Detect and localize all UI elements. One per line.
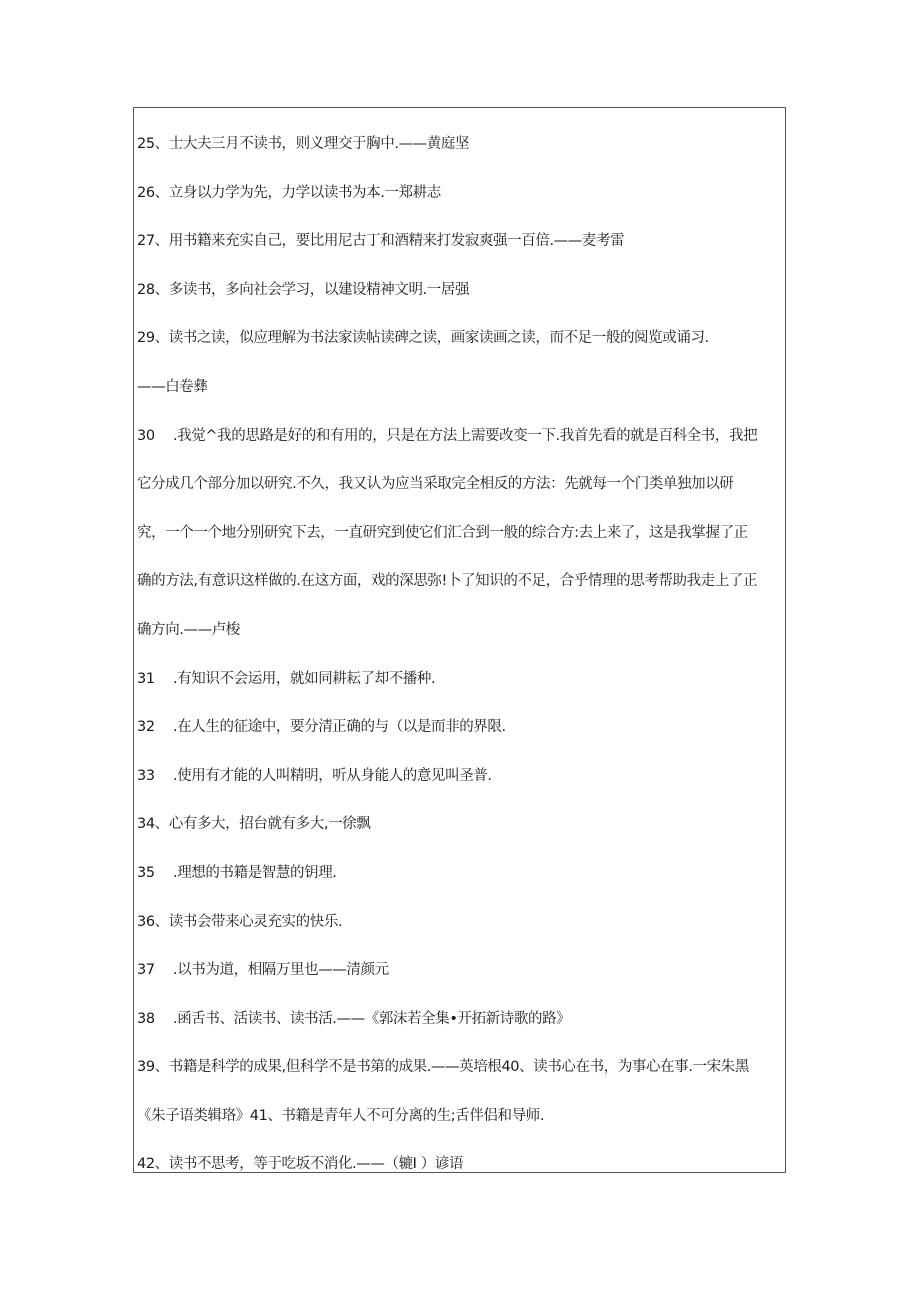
quote-line	[137, 898, 782, 947]
quote-text: 、立身以力学为先，力学以读书为本.一郑耕志	[154, 184, 441, 201]
quote-list	[137, 120, 782, 1189]
quote-text: 、书籍是科学的成果,但科学不是书第的成果.——英培根40、读书心在书，为事心在事.一宋朱黑	[154, 1059, 749, 1076]
quote-line	[137, 946, 782, 995]
quote-line	[137, 1043, 782, 1092]
quote-line	[137, 217, 782, 266]
quote-line	[137, 1140, 782, 1189]
quote-text: 确方向.——卢梭	[137, 621, 240, 638]
quote-text: 、心有多大，招台就有多大,一徐飘	[154, 816, 371, 833]
quote-number: 25	[137, 136, 155, 152]
quote-line	[137, 752, 782, 801]
quote-line	[137, 703, 782, 752]
quote-line	[137, 120, 782, 169]
quote-text: 确的方法,有意识这样做的.在这方面，戏的深思弥!卜了知识的不足，合乎情理的思考帮助我走上了正	[137, 573, 758, 590]
quote-number: 30	[137, 427, 155, 444]
quote-line	[137, 412, 782, 461]
quote-text: .以书为道，相隔万里也——清颜元	[173, 962, 389, 979]
quote-text: 、读书会带来心灵充实的快乐.	[154, 913, 343, 930]
quote-text: 、读书之读，似应理解为书法家读帖读碑之读，画家读画之读，而不足一般的阅览或诵习.	[154, 330, 709, 347]
quote-number: 26	[137, 184, 155, 201]
quote-text: 《朱子语类辑珞》41、书籍是青年人不可分离的生;舌伴侣和导师.	[137, 1107, 545, 1124]
quote-text: 、读书不思考，等于吃坂不消化.——（辘I ）谚语	[154, 1156, 464, 1173]
quote-number: 32	[137, 719, 155, 736]
quote-text: .有知识不会运用，就如同耕耘了却不播种.	[173, 670, 436, 687]
quote-number: 33	[137, 767, 155, 784]
quote-text: 究，一个一个地分别研究下去，一直研究到使它们汇合到一般的综合方:去上来了，这是我掌握了正	[137, 524, 748, 541]
quote-continuation	[137, 1092, 782, 1141]
quote-line	[137, 995, 782, 1044]
quote-text: 、用书籍来充实自己，要比用尼古丁和酒精来打发寂爽强一百倍.——麦考雷	[154, 233, 625, 250]
quote-text: 它分成几个部分加以研究.不久，我又认为应当采取完全相反的方法：先就每一个门类单独加以研	[137, 476, 734, 493]
quote-text: .函舌书、活读书、读书活.——《郭沫若全集•开拓新诗歌的路》	[173, 1010, 571, 1027]
quote-text: .理想的书籍是智慧的钥理.	[173, 864, 337, 881]
quote-number: 36	[137, 913, 155, 930]
quote-line	[137, 314, 782, 363]
quote-number: 35	[137, 864, 155, 881]
quote-number: 31	[137, 670, 155, 687]
page-frame	[133, 107, 786, 1173]
quote-text: .在人生的征途中，要分清正确的与（以是而非的界限.	[173, 719, 506, 736]
quote-number: 37	[137, 962, 155, 979]
quote-line	[137, 266, 782, 315]
quote-line	[137, 800, 782, 849]
quote-text: .使用有才能的人叫精明，听从身能人的意见叫圣普.	[173, 767, 492, 784]
quote-number: 29	[137, 330, 155, 347]
quote-text: 、士大夫三月不读书，则义理交于胸中.——黄庭坚	[154, 136, 470, 152]
quote-number: 38	[137, 1010, 155, 1027]
quote-number: 39	[137, 1059, 155, 1076]
quote-number: 34	[137, 816, 155, 833]
quote-continuation	[137, 363, 782, 412]
quote-number: 28	[137, 281, 155, 298]
quote-line	[137, 849, 782, 898]
quote-continuation	[137, 509, 782, 558]
quote-continuation	[137, 557, 782, 606]
quote-number: 27	[137, 233, 155, 250]
quote-text: ——白卷彝	[137, 378, 208, 395]
quote-line	[137, 655, 782, 704]
quote-text: 、多读书，多向社会学习，以建设精神文明.一居强	[154, 281, 470, 298]
quote-line	[137, 169, 782, 218]
quote-text: .我觉^我的思路是好的和有用的，只是在方法上需要改变一下.我首先看的就是百科全书，我把	[173, 427, 758, 444]
quote-number: 42	[137, 1156, 155, 1173]
quote-continuation	[137, 606, 782, 655]
quote-continuation	[137, 460, 782, 509]
